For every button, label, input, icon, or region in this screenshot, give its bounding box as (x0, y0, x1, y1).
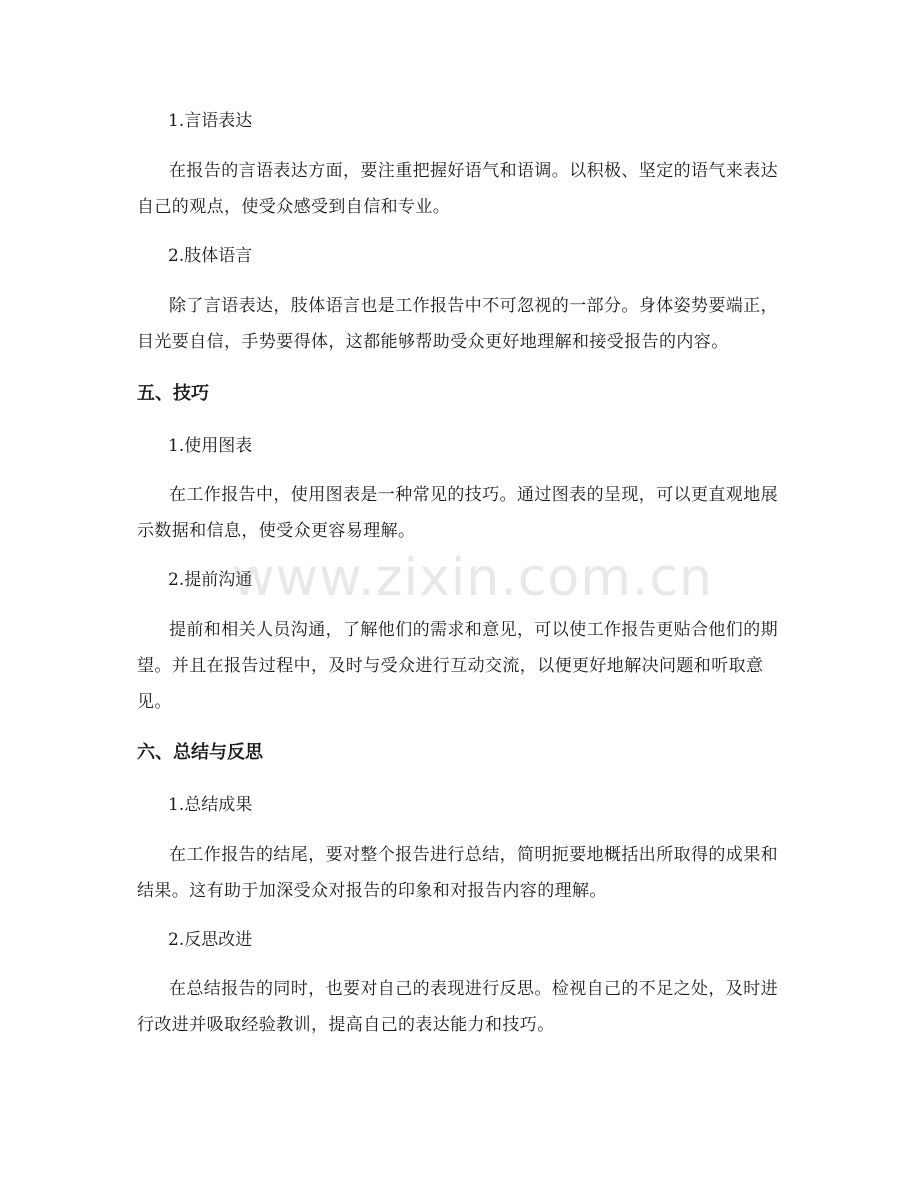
subsection-title: 1.言语表达 (168, 111, 253, 131)
watermark: www.zixin.com.cn (232, 548, 713, 608)
subsection-title: 1.总结成果 (168, 795, 253, 815)
paragraph: 提前和相关人员沟通，了解他们的需求和意见，可以使工作报告更贴合他们的期望。并且在报告过程中，及时与受众进行互动交流，以便更好地解决问题和听取意见。 (137, 620, 778, 712)
subsection-title: 2.反思改进 (168, 930, 253, 950)
section-heading: 六、总结与反思 (137, 742, 263, 763)
subsection-title: 1.使用图表 (168, 436, 253, 456)
paragraph: 除了言语表达，肢体语言也是工作报告中不可忽视的一部分。身体姿势要端正，目光要自信，手势要得体，这都能够帮助受众更好地理解和接受报告的内容。 (137, 296, 778, 352)
paragraph: 在报告的言语表达方面，要注重把握好语气和语调。以积极、坚定的语气来表达自己的观点，使受众感受到自信和专业。 (137, 161, 778, 217)
paragraph: 在工作报告的结尾，要对整个报告进行总结，简明扼要地概括出所取得的成果和结果。这有助于加深受众对报告的印象和对报告内容的理解。 (137, 845, 778, 901)
section-heading: 五、技巧 (137, 383, 209, 404)
paragraph: 在工作报告中，使用图表是一种常见的技巧。通过图表的呈现，可以更直观地展示数据和信息，使受众更容易理解。 (137, 485, 778, 541)
subsection-title: 2.提前沟通 (168, 570, 253, 590)
subsection-title: 2.肢体语言 (168, 246, 253, 266)
paragraph: 在总结报告的同时，也要对自己的表现进行反思。检视自己的不足之处，及时进行改进并吸取经验教训，提高自己的表达能力和技巧。 (137, 979, 778, 1035)
